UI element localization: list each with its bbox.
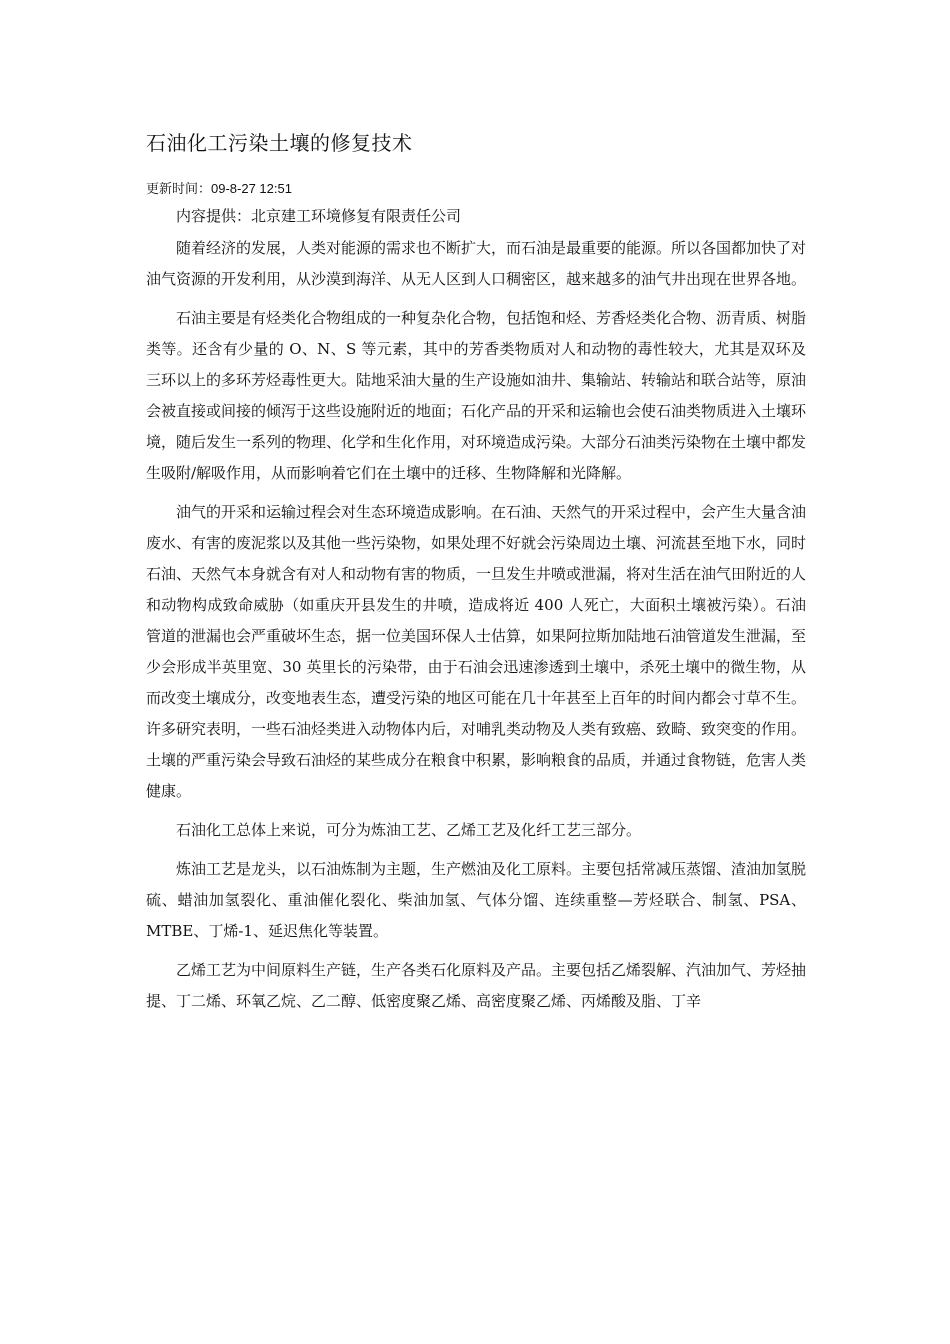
paragraph-4: 石油化工总体上来说，可分为炼油工艺、乙烯工艺及化纤工艺三部分。 (176, 821, 642, 839)
article-title: 石油化工污染土壤的修复技术 (146, 131, 413, 155)
paragraph-2: 石油主要是有烃类化合物组成的一种复杂化合物，包括饱和烃、芳香烃类化合物、沥青质、树脂类等。还含有少量的 O、N、S 等元素，其中的芳香类物质对人和动物的毒性较大，尤其是双环及三环以上的多环芳烃毒性更大。陆地采油大量的生产设施如油井、集输站、转输站和联合站等，原油会被直接或间接的倾泻于这些设施附近的地面；石化产品的开采和运输也会使石油类物质进入土壤环境，随后发生一系列的物理、化学和生化作用，对环境造成污染。大部分石油类污染物在土壤中都发生吸附/解吸作用，从而影响着它们在土壤中的迁移、生物降解和光降解。 (146, 309, 807, 482)
update-time-label: 更新时间： (146, 182, 212, 197)
update-time (146, 180, 806, 199)
paragraph-5: 炼油工艺是龙头，以石油炼制为主题，生产燃油及化工原料。主要包括常减压蒸馏、渣油加氢脱硫、蜡油加氢裂化、重油催化裂化、柴油加氢、气体分馏、连续重整—芳烃联合、制氢、PSA、MTBE、丁烯-1、延迟焦化等装置。 (146, 860, 807, 940)
paragraph-1: 随着经济的发展，人类对能源的需求也不断扩大，而石油是最重要的能源。所以各国都加快了对油气资源的开发利用，从沙漠到海洋、从无人区到人口稠密区，越来越多的油气井出现在世界各地。 (146, 239, 807, 288)
paragraph-6: 乙烯工艺为中间原料生产链，生产各类石化原料及产品。主要包括乙烯裂解、汽油加气、芳烃抽提、丁二烯、环氧乙烷、乙二醇、低密度聚乙烯、高密度聚乙烯、丙烯酸及脂、丁辛 (146, 961, 807, 1010)
update-time-value: 09-8-27 12:51 (211, 181, 292, 196)
document-page (146, 128, 806, 1025)
paragraph-3: 油气的开采和运输过程会对生态环境造成影响。在石油、天然气的开采过程中，会产生大量含油废水、有害的废泥浆以及其他一些污染物，如果处理不好就会污染周边土壤、河流甚至地下水，同时石油、天然气本身就含有对人和动物有害的物质，一旦发生井喷或泄漏，将对生活在油气田附近的人和动物构成致命威胁（如重庆开县发生的井喷，造成将近 400 人死亡，大面积土壤被污染）。石油管道的泄漏也会严重破坏生态，据一位美国环保人士估算，如果阿拉斯加陆地石油管道发生泄漏，至少会形成半英里宽、30 英里长的污染带，由于石油会迅速渗透到土壤中，杀死土壤中的微生物，从而改变土壤成分，改变地表生态，遭受污染的地区可能在几十年甚至上百年的时间内都会寸草不生。许多研究表明，一些石油烃类进入动物体内后，对哺乳类动物及人类有致癌、致畸、致突变的作用。土壤的严重污染会导致石油烃的某些成分在粮食中积累，影响粮食的品质，并通过食物链，危害人类健康。 (146, 503, 807, 800)
content-provider: 内容提供：北京建工环境修复有限责任公司 (176, 207, 462, 225)
